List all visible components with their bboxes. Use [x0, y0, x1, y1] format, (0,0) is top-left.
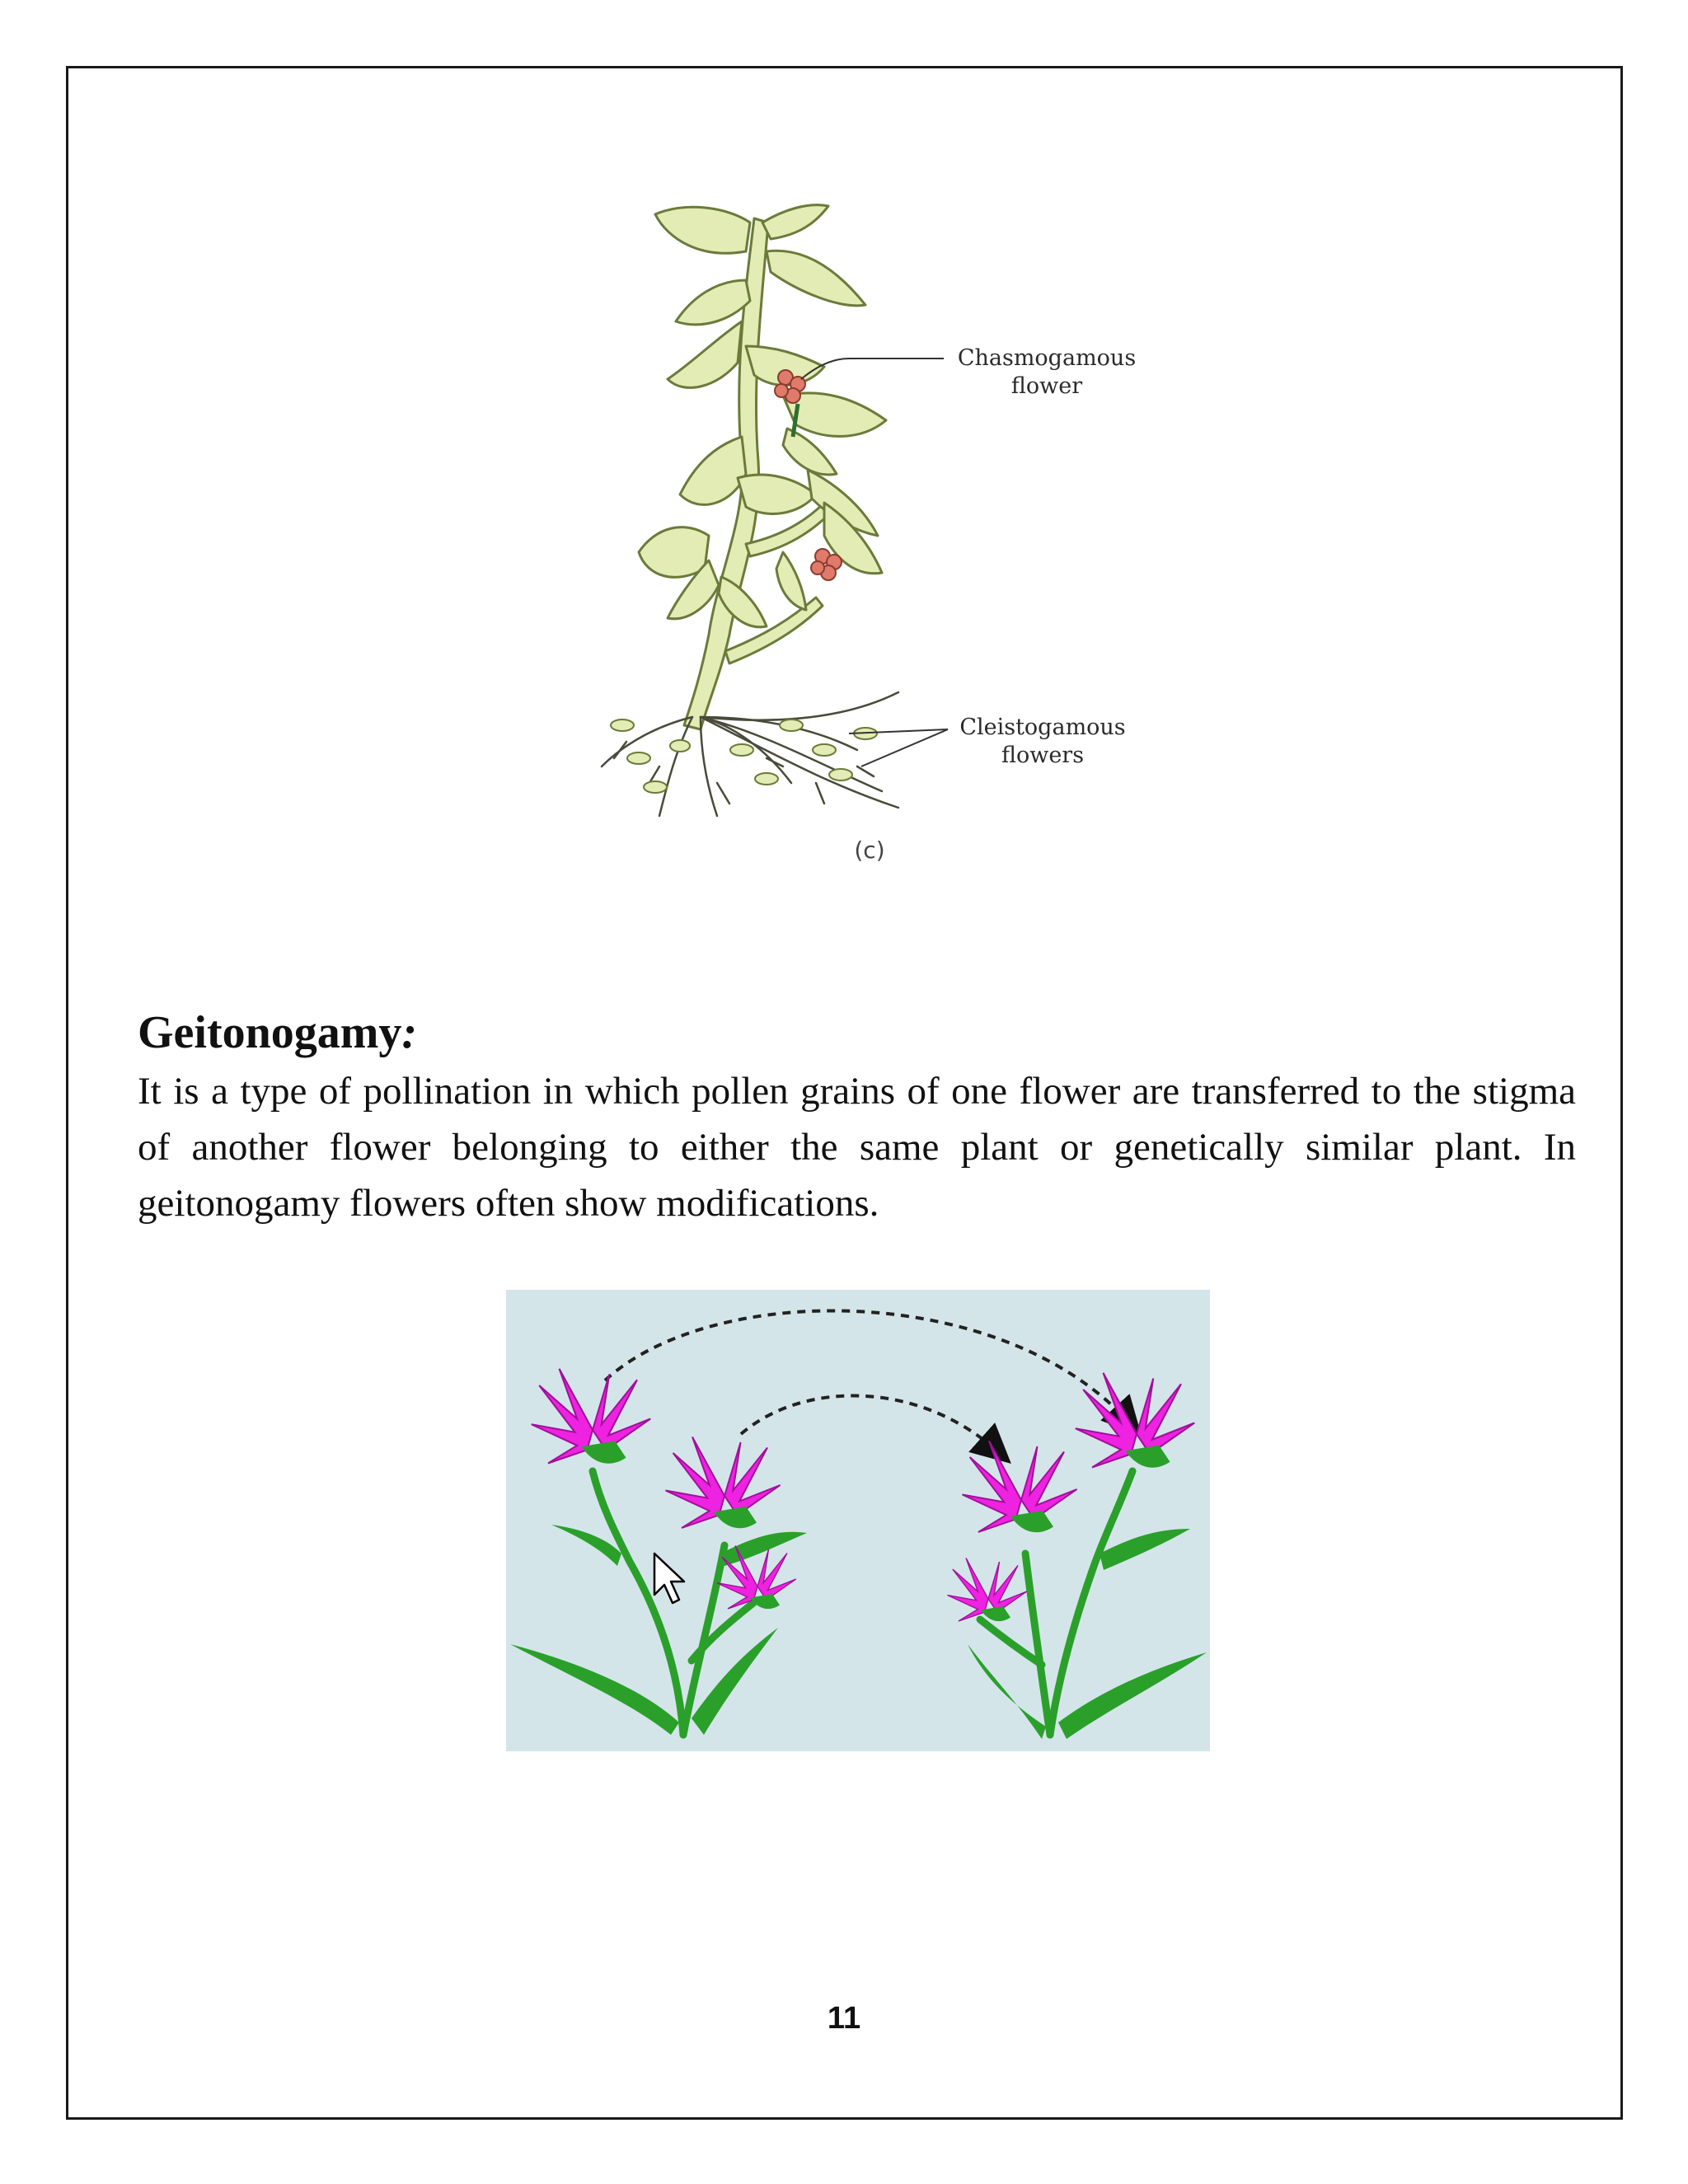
plant-illustration	[577, 190, 1170, 915]
section-heading-text: Geitonogamy	[138, 1007, 402, 1058]
chasmogamous-label-line1: Chasmogamous	[957, 345, 1137, 371]
section-heading-colon: :	[401, 1007, 418, 1058]
section-paragraph: It is a type of pollination in which pollen grains of one flower are transferred to the stigma of another flower belonging to either the same plant or genetically similar plant. In geitonogamy flowers often show modifications.	[138, 1070, 1576, 1225]
cleistogamous-label-line1: Cleistogamous	[959, 715, 1126, 740]
cleistogamous-label	[944, 714, 1142, 770]
chasmogamous-label-line2: flower	[1010, 373, 1083, 399]
left-plant	[510, 1369, 807, 1735]
section-heading	[138, 1004, 417, 1062]
page-number: 11	[827, 2001, 861, 2036]
figure-caption: (c)	[854, 837, 885, 864]
cleistogamous-label-line2: flowers	[1001, 743, 1085, 768]
geitonogamy-illustration	[506, 1290, 1210, 1751]
chasmogamous-label	[940, 344, 1154, 401]
right-plant	[948, 1373, 1207, 1739]
